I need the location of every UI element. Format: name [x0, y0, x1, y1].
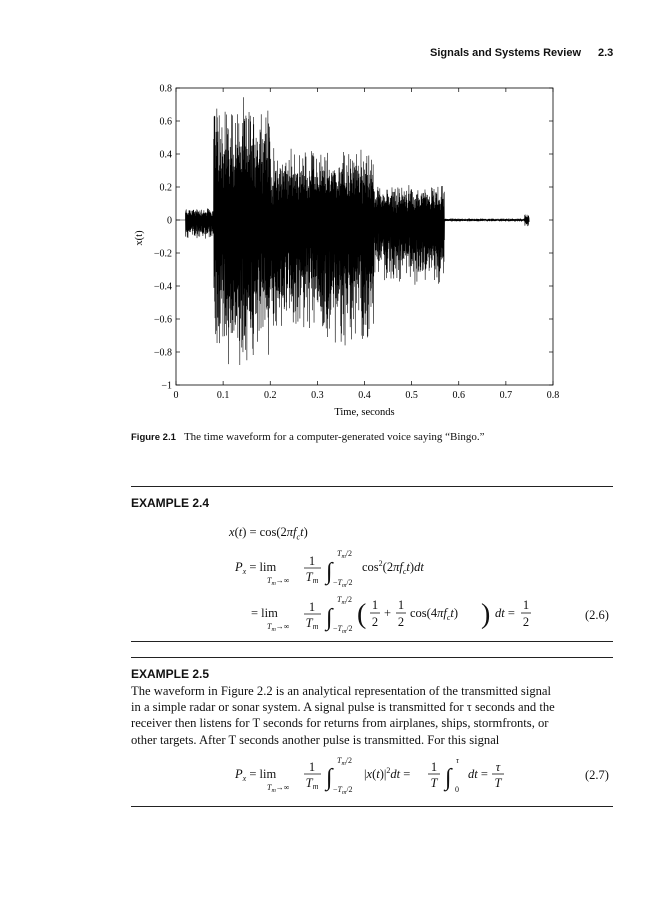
- svg-text:1: 1: [308, 760, 316, 774]
- svg-text:cos(4πfct): $\cos(4\pi f_ct)$: [410, 606, 459, 622]
- svg-text:(: (: [357, 599, 367, 630]
- rule-bottom-example-2-5: [131, 806, 613, 807]
- svg-text:1: 1: [397, 598, 405, 612]
- y-tick-label: −0.8: [153, 347, 172, 359]
- svg-text:): ): [481, 599, 491, 630]
- svg-text:= lim: = lim: [251, 606, 278, 620]
- y-tick-label: 0.8: [159, 83, 172, 95]
- x-tick-label: 0.1: [216, 390, 230, 401]
- svg-text:Tm/2: $T_m/2$: [337, 595, 353, 606]
- svg-text:Tm: Tm: [305, 616, 319, 631]
- example-2-5-title: EXAMPLE 2.5: [131, 667, 210, 681]
- equation-number-2-7: (2.7): [585, 768, 609, 782]
- y-tick-label: 0.4: [159, 149, 172, 161]
- paragraph-line: receiver then listens for T seconds for returns from airplanes, ships, stormfronts, or: [131, 716, 549, 731]
- y-tick-label: −1: [161, 380, 172, 392]
- figure-label: Figure 2.1: [131, 432, 176, 443]
- svg-text:−Tm/2: $-T_m/2$: [333, 578, 353, 589]
- svg-text:−Tm/2: $-T_m/2$: [333, 624, 353, 635]
- waveform-chart: [120, 80, 580, 425]
- svg-text:Px = lim: $P_x = \lim$: [235, 767, 277, 783]
- x-tick-label: 0: [173, 390, 179, 401]
- figure-caption: [131, 431, 485, 443]
- svg-text:2: 2: [397, 615, 405, 629]
- y-axis-label: x(t): [134, 230, 145, 246]
- svg-text:Tm/2: $T_m/2$: [337, 756, 353, 767]
- svg-text:∫: ∫: [326, 765, 333, 791]
- y-tick-label: −0.4: [153, 281, 172, 293]
- svg-text:1: 1: [430, 760, 438, 774]
- svg-text:|x(t)|2dt =: $|x(t)|^2dt$ =: [364, 766, 411, 781]
- rule-top-example-2-4: [131, 486, 613, 487]
- x-tick-label: 0.7: [499, 390, 513, 401]
- svg-text:T: T: [430, 776, 438, 790]
- svg-text:Tm→∞: $T_m\to\infty$: [267, 576, 290, 587]
- y-tick-label: −0.2: [153, 248, 172, 260]
- svg-text:1: 1: [308, 600, 316, 614]
- paragraph-line: in a simple radar or sonar system. A signal pulse is transmitted for τ seconds and the: [131, 700, 555, 715]
- rule-top-example-2-5: [131, 657, 613, 658]
- equation-power-example-2-4: [225, 543, 625, 635]
- equation-number-2-6: (2.6): [585, 608, 609, 622]
- svg-text:+: +: [384, 606, 392, 620]
- y-tick-label: 0.6: [159, 116, 172, 128]
- y-tick-label: −0.6: [153, 314, 172, 326]
- svg-text:Px = lim: $P_x = \lim$: [235, 560, 277, 576]
- x-tick-label: 0.2: [264, 390, 277, 401]
- svg-text:2: 2: [371, 615, 379, 629]
- svg-text:Tm: Tm: [305, 570, 319, 585]
- svg-text:−Tm/2: $-T_m/2$: [333, 785, 353, 796]
- svg-text:0: 0: [455, 785, 459, 794]
- plot-area: [176, 97, 529, 365]
- x-tick-label: 0.5: [405, 390, 418, 401]
- svg-text:Tm→∞: $T_m\to\infty$: [267, 783, 290, 794]
- figure-caption-text: The time waveform for a computer-generated voice saying “Bingo.”: [183, 431, 485, 443]
- svg-text:cos2(2πfct)dt: $\cos^2(2\pi f_ct)dt$: [362, 559, 424, 576]
- svg-text:1: 1: [371, 598, 379, 612]
- svg-text:T: T: [494, 776, 502, 790]
- waveform-series-line: [176, 97, 529, 365]
- svg-text:1: 1: [522, 598, 530, 612]
- svg-text:2: 2: [522, 615, 530, 629]
- paragraph-line: The waveform in Figure 2.2 is an analytical representation of the transmitted signal: [131, 684, 552, 698]
- svg-text:dt =: dt =: [468, 767, 488, 781]
- svg-text:dt =: dt =: [495, 606, 515, 620]
- svg-text:∫: ∫: [445, 765, 452, 791]
- svg-text:Tm/2: $T_m/2$: [337, 549, 353, 560]
- x-tick-label: 0.6: [452, 390, 465, 401]
- running-header-title: Signals and Systems Review: [430, 47, 582, 59]
- equation-power-example-2-5: [225, 752, 555, 800]
- svg-text:∫: ∫: [326, 605, 333, 631]
- svg-text:Tm→∞: $T_m\to\infty$: [267, 622, 290, 633]
- y-tick-label: 0.2: [159, 182, 172, 194]
- x-tick-label: 0.4: [358, 390, 371, 401]
- svg-text:τ: τ: [495, 760, 501, 774]
- example-2-5-paragraph: [131, 683, 613, 748]
- page-number: 2.3: [598, 47, 614, 59]
- svg-text:∫: ∫: [326, 559, 333, 585]
- x-tick-label: 0.3: [311, 390, 324, 401]
- paragraph-line: other targets. After T seconds another pulse is transmitted. For this signal: [131, 732, 500, 747]
- svg-text:Tm: Tm: [305, 776, 319, 791]
- equation-x-of-t: $x(t) = \cos(2\pi f_ct)$: [229, 525, 308, 542]
- svg-text:τ: τ: [456, 756, 459, 765]
- example-2-4-title: EXAMPLE 2.4: [131, 496, 210, 510]
- x-axis-label: Time, seconds: [334, 407, 395, 418]
- x-tick-label: 0.8: [546, 390, 560, 401]
- y-tick-label: 0: [167, 215, 172, 227]
- svg-text:1: 1: [308, 554, 316, 568]
- rule-bottom-example-2-4: [131, 641, 613, 642]
